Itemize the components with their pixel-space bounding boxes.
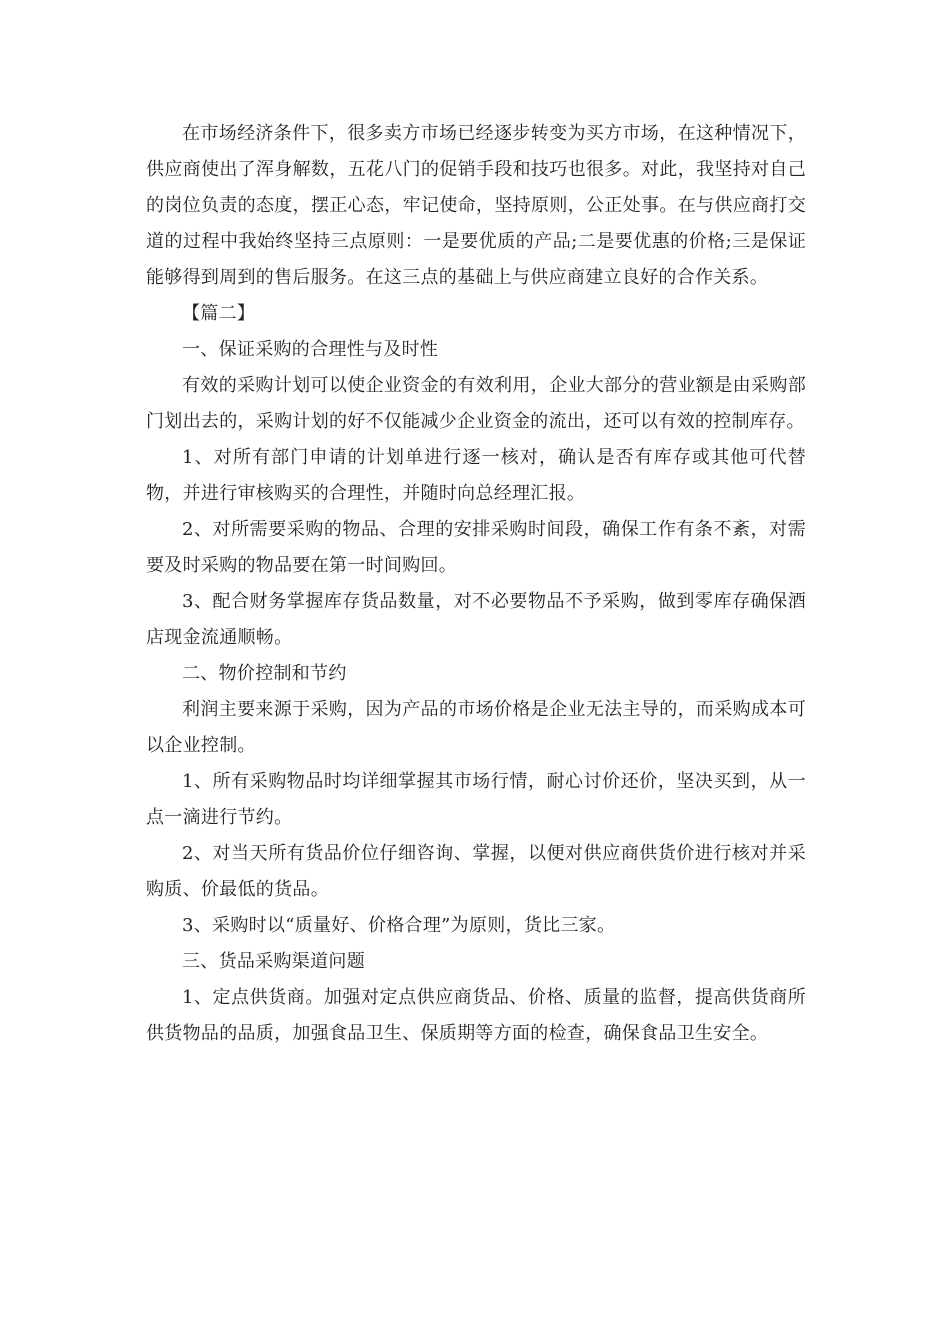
heading-price-control: 二、物价控制和节约	[182, 663, 347, 684]
heading-procurement-channels: 三、货品采购渠道问题	[182, 951, 365, 972]
section-label-part-two: 【篇二】	[182, 303, 256, 324]
list-item-1-1: 1、对所有部门申请的计划单进行逐一核对，确认是否有库存或其他可代替物，并进行审核购买的合理性，并随时向总经理汇报。	[146, 447, 806, 504]
document-page	[146, 116, 806, 1052]
list-item-2-1: 1、所有采购物品时均详细掌握其市场行情，耐心讨价还价，坚决买到，从一点一滴进行节约。	[146, 771, 806, 828]
paragraph-market-economy: 在市场经济条件下，很多卖方市场已经逐步转变为买方市场，在这种情况下，供应商使出了浑身解数，五花八门的促销手段和技巧也很多。对此，我坚持对自己的岗位负责的态度，摆正心态，牢记使命，坚持原则，公正处事。在与供应商打交道的过程中我始终坚持三点原则：一是要优质的产品;二是要优惠的价格;三是保证能够得到周到的售后服务。在这三点的基础上与供应商建立良好的合作关系。	[146, 123, 806, 288]
heading-procurement-rationality: 一、保证采购的合理性与及时性	[182, 339, 439, 360]
paragraph-procurement-plan: 有效的采购计划可以使企业资金的有效利用，企业大部分的营业额是由采购部门划出去的，采购计划的好不仅能减少企业资金的流出，还可以有效的控制库存。	[146, 375, 806, 432]
list-item-1-3: 3、配合财务掌握库存货品数量，对不必要物品不予采购，做到零库存确保酒店现金流通顺畅。	[146, 591, 806, 648]
list-item-2-2: 2、对当天所有货品价位仔细咨询、掌握，以便对供应商供货价进行核对并采购质、价最低的货品。	[146, 843, 806, 900]
list-item-1-2: 2、对所需要采购的物品、合理的安排采购时间段，确保工作有条不紊，对需要及时采购的物品要在第一时间购回。	[146, 519, 806, 576]
list-item-2-3: 3、采购时以“质量好、价格合理”为原则，货比三家。	[182, 915, 616, 936]
list-item-3-1: 1、定点供货商。加强对定点供应商货品、价格、质量的监督，提高供货商所供货物品的品质，加强食品卫生、保质期等方面的检查，确保食品卫生安全。	[146, 987, 806, 1044]
paragraph-profit-source: 利润主要来源于采购，因为产品的市场价格是企业无法主导的，而采购成本可以企业控制。	[146, 699, 806, 756]
